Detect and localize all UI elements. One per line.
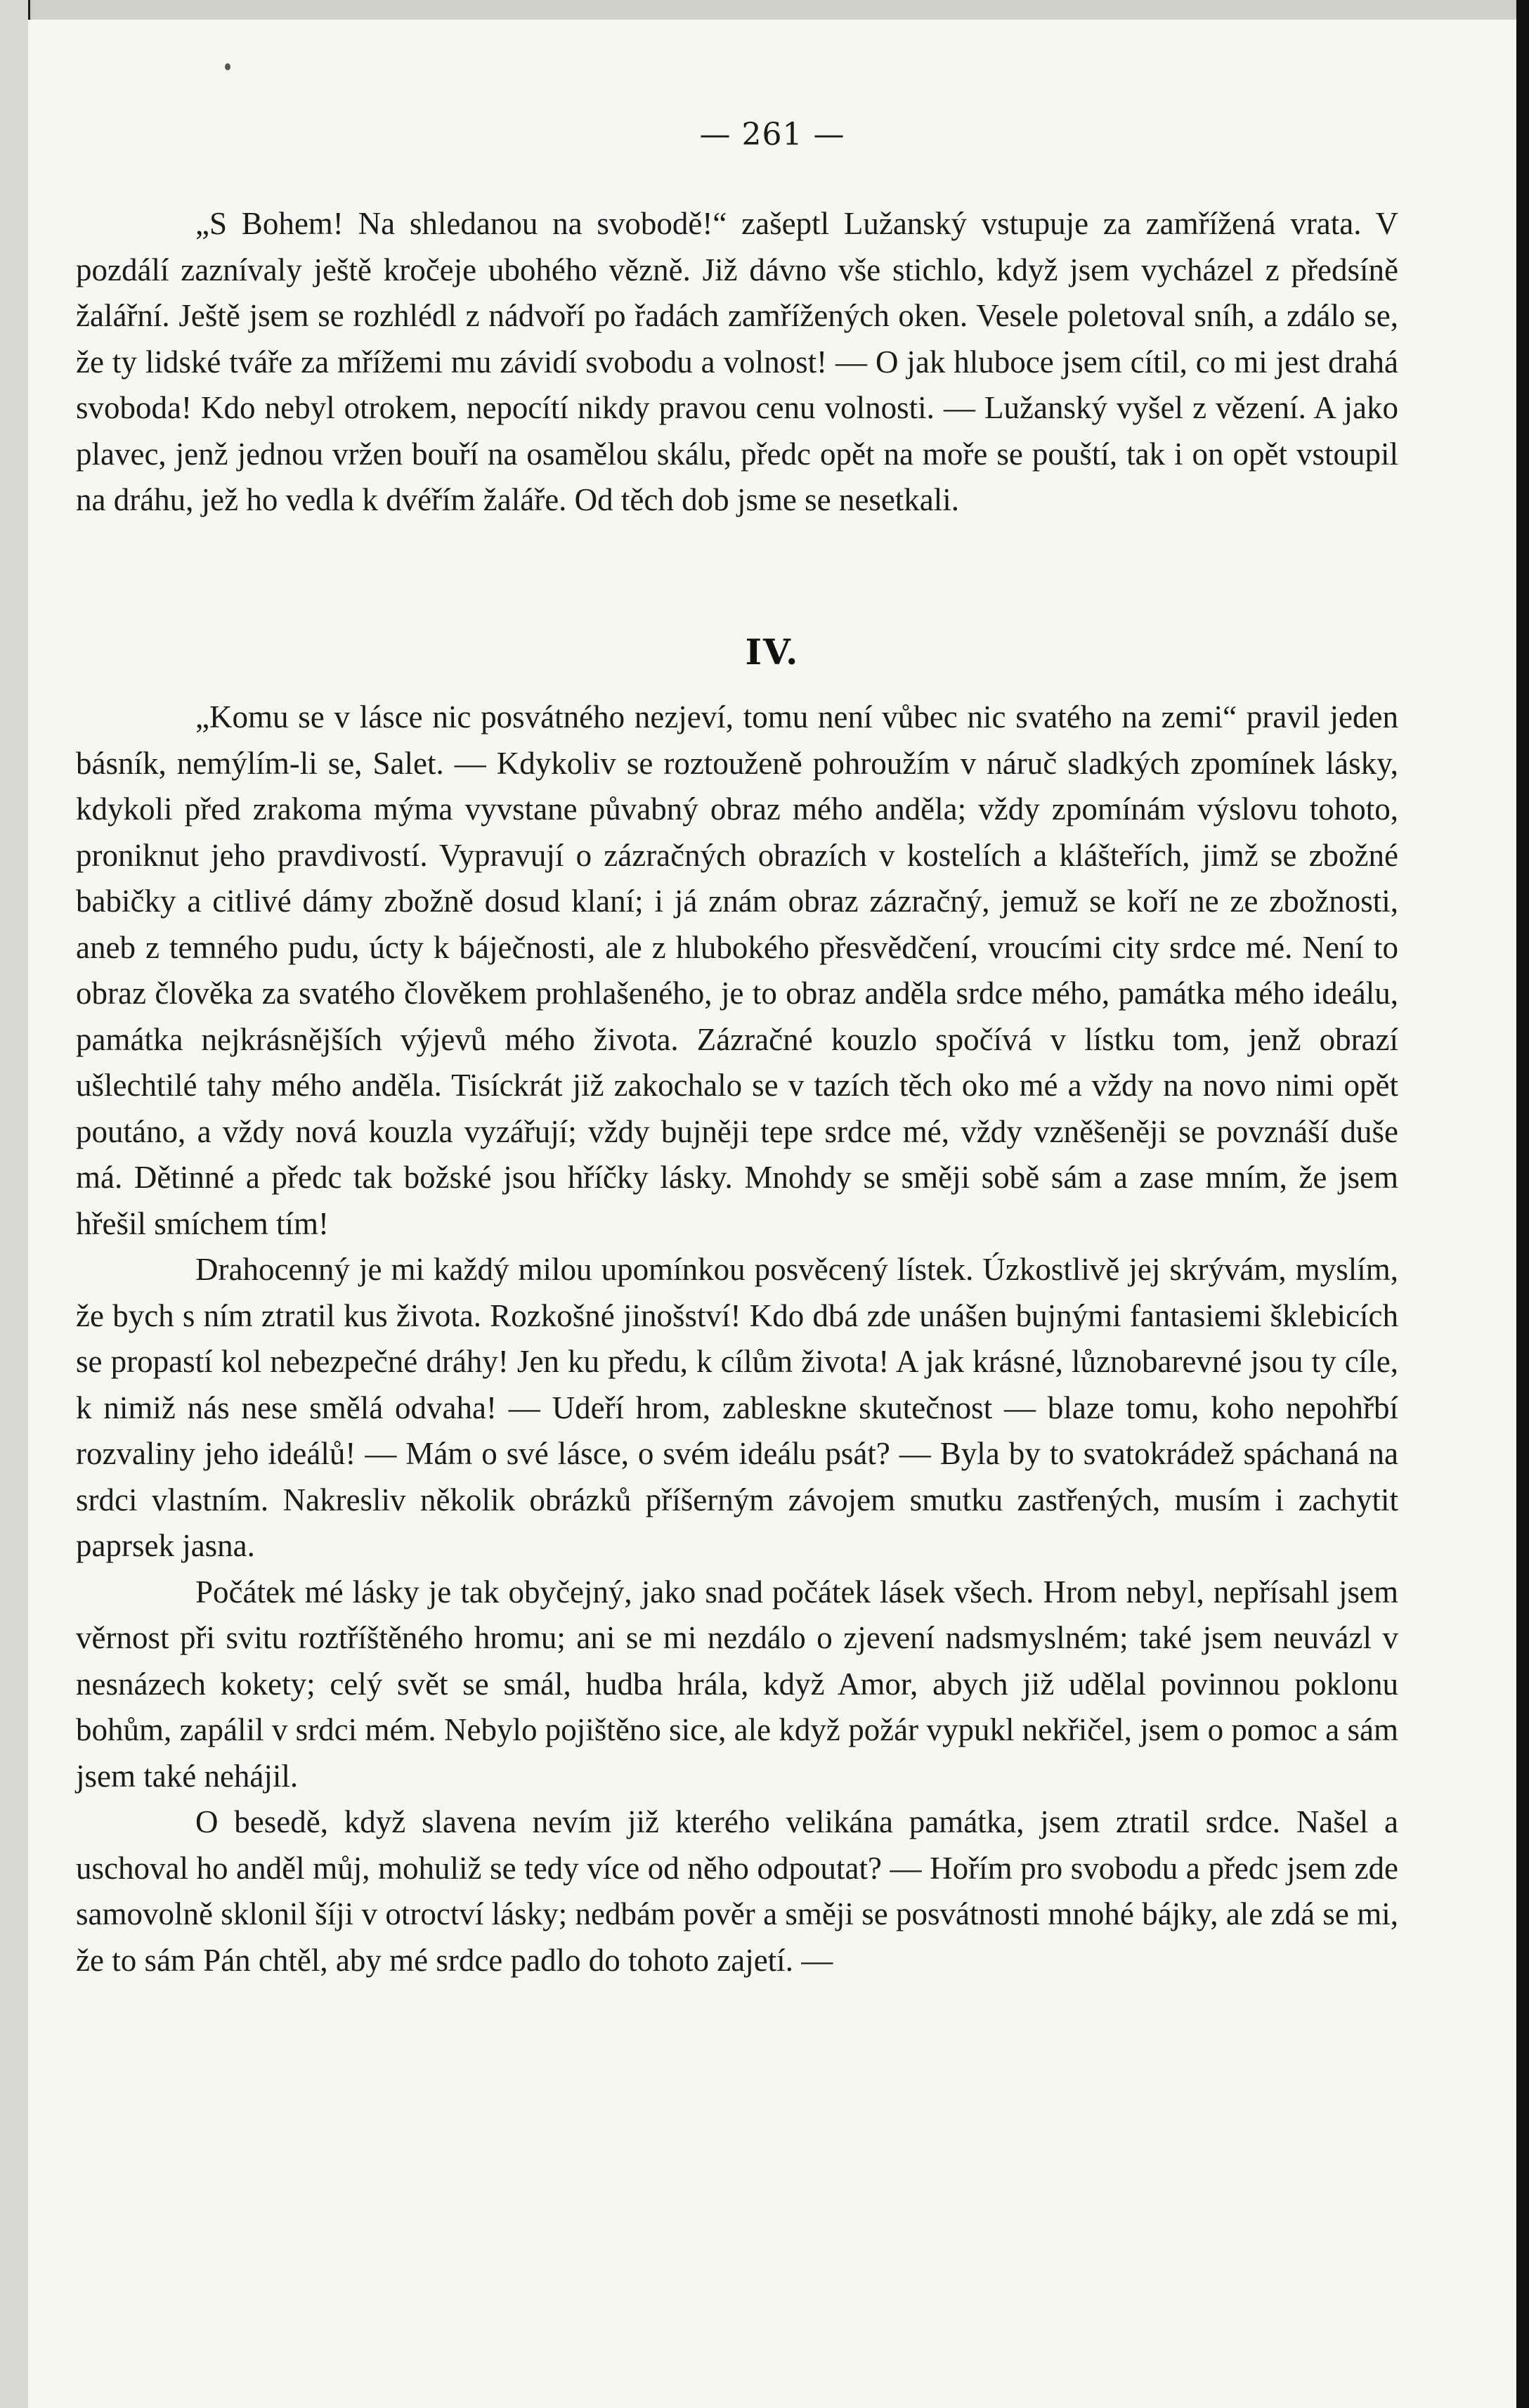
scan-border-right	[1516, 0, 1529, 2408]
scan-border-top	[0, 0, 1529, 20]
paragraph: O besedě, když slavena nevím již kterého velikána památka, jsem ztratil srdce. Našel a uschoval ho anděl můj, mohuliž se tedy více od něho odpoutat? — Hořím pro svobodu a předc jsem zde samovolně sklonil šíji v otroctví lásky; nedbám pověr a směji se posvátnosti mnohé bájky, ale zdá se mi, že to sám Pán chtěl, aby mé srdce padlo do tohoto zajetí. —	[76, 1804, 1398, 1978]
section-heading: IV.	[745, 631, 800, 673]
page-number: — 261 —	[699, 117, 845, 153]
text-block-top	[76, 201, 1398, 524]
scan-border-left	[0, 0, 30, 2408]
paragraph: „S Bohem! Na shledanou na svobodě!“ zašeptl Lužanský vstupuje za zamřížená vrata. V pozdálí zaznívaly ještě kročeje ubohého vězně. Již dávno vše stichlo, když jsem vycházel z předsíně žalářní. Ještě jsem se rozhlédl z nádvoří po řadách zamřížených oken. Vesele poletoval sníh, a zdálo se, že ty lidské tváře za mřížemi mu závidí svobodu a volnost! — O jak hluboce jsem cítil, co mi jest drahá svoboda! Kdo nebyl otrokem, nepocítí nikdy pravou cenu volnosti. — Lužanský vyšel z vězení. A jako plavec, jenž jednou vržen bouří na osamělou skálu, předc opět na moře se pouští, tak i on opět vstoupil na dráhu, jež ho vedla k dvéřím žaláře. Od těch dob jsme se nesetkali.	[76, 206, 1398, 517]
paragraph: Počátek mé lásky je tak obyčejný, jako snad počátek lásek všech. Hrom nebyl, nepřísahl jsem věrnost při svitu roztříštěného hromu; ani se mi nezdálo o zjevení nadsmyslném; také jsem neuvázl v nesnázech kokety; celý svět se smál, hudba hrála, když Amor, abych již udělal povinnou poklonu bohům, zapálil v srdci mém. Nebylo pojištěno sice, ale když požár vypukl nekřičel, jsem o pomoc a sám jsem také nehájil.	[76, 1574, 1398, 1794]
paragraph: „Komu se v lásce nic posvátného nezjeví, tomu není vůbec nic svatého na zemi“ pravil jeden básník, nemýlím-li se, Salet. — Kdykoliv se roztouženě pohroužím v náruč sladkých zpomínek lásky, kdykoli před zrakoma mýma vyvstane půvabný obraz mého anděla; vždy zpomínám výslovu tohoto, proniknut jeho pravdivostí. Vypravují o zázračných obrazích v kostelích a klášteřích, jimž se zbožné babičky a citlivé dámy zbožně dosud klaní; i já znám obraz zázračný, jemuž se koří ne ze zbožnosti, aneb z temného pudu, úcty k báječnosti, ale z hlubokého přesvědčení, vroucími city srdce mé. Není to obraz člověka za svatého člověkem prohlašeného, je to obraz anděla srdce mého, památka mého ideálu, památka nejkrásnějších výjevů mého života. Zázračné kouzlo spočívá v lístku tom, jenž obrazí ušlechtilé tahy mého anděla. Tisíckrát již zakochalo se v tazích těch oko mé a vždy na novo nimi opět poutáno, a vždy nová kouzla vyzářují; vždy bujněji tepe srdce mé, vždy vzněšeněji se povznáší duše má. Dětinné a předc tak božské jsou hříčky lásky. Mnohdy se směji sobě sám a zase mním, že jsem hřešil smíchem tím!	[76, 699, 1398, 1241]
book-page	[28, 20, 1516, 2408]
text-block-bottom	[76, 694, 1398, 1983]
scan-speck	[225, 63, 230, 70]
paragraph: Drahocenný je mi každý milou upomínkou posvěcený lístek. Úzkostlivě jej skrývám, myslím, že bych s ním ztratil kus života. Rozkošné jinošství! Kdo dbá zde unášen bujnými fantasiemi šklebicích se propastí kol nebezpečné dráhy! Jen ku předu, k cílům života! A jak krásné, lůznobarevné jsou ty cíle, k nimiž nás nese smělá odvaha! — Udeří hrom, zableskne skutečnost — blaze tomu, koho nepohřbí rozvaliny jeho ideálů! — Mám o své lásce, o svém ideálu psát? — Byla by to svatokrádež spáchaná na srdci vlastním. Nakresliv několik obrázků příšerným závojem smutku zastřených, musím i zachytit paprsek jasna.	[76, 1252, 1398, 1563]
